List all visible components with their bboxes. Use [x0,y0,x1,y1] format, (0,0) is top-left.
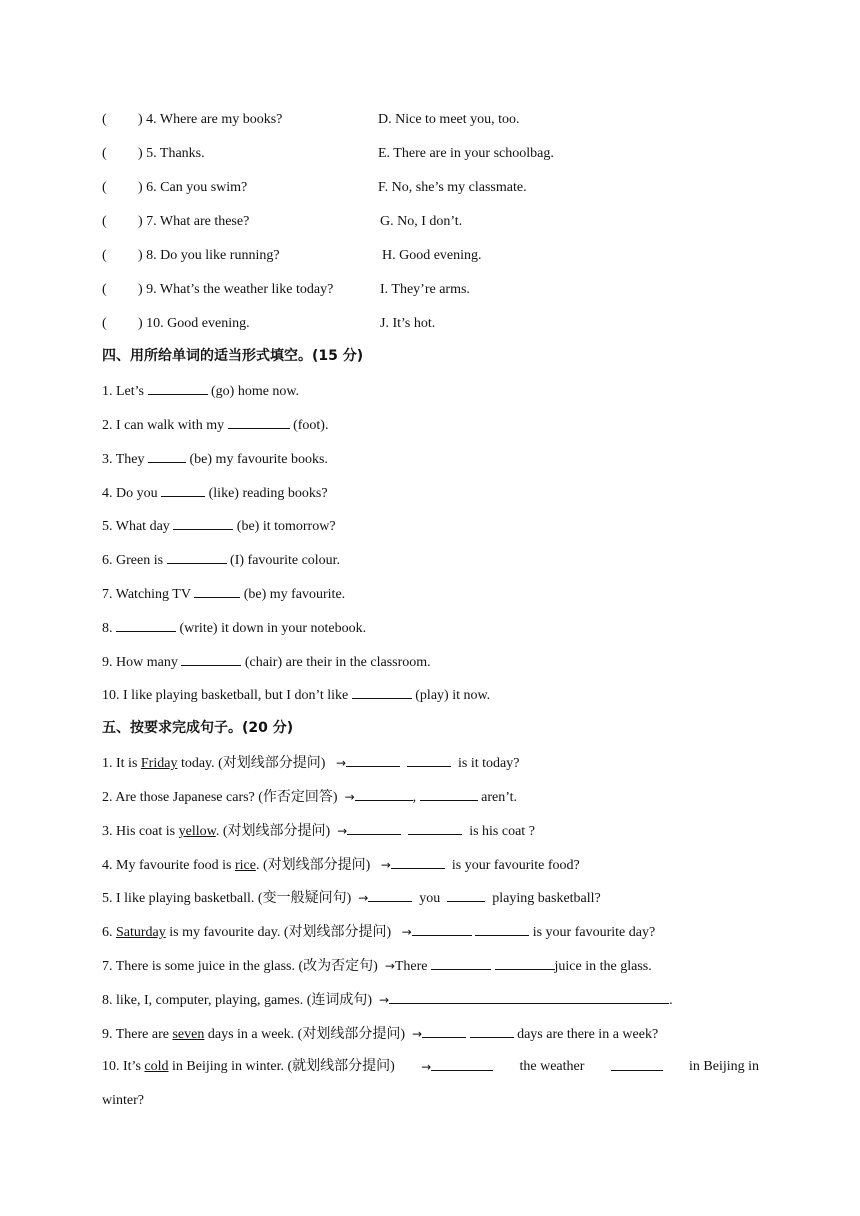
answer-blank[interactable] [495,957,555,970]
answer-blank[interactable] [431,957,491,970]
underlined-word: rice [234,858,256,873]
underlined-word: Saturday [116,925,166,940]
item-text: (foot). [289,418,329,433]
item-text: (go) home now. [207,384,300,399]
rewrite-item [102,957,652,976]
answer-paren: ( [102,282,107,297]
answer-blank[interactable] [368,889,412,902]
answer-blank[interactable] [181,653,241,666]
fill-item [102,517,336,536]
answer-option: E. There are in your schoolbag. [378,146,554,161]
section-4-heading: 四、用所给单词的适当形式填空。(15 分) [102,348,364,364]
fill-item [102,450,328,469]
item-text: is my favourite day. (对划线部分提问) [165,925,392,940]
item-text: (like) reading books? [205,486,328,501]
rewrite-item [102,754,519,773]
answer-option: J. It’s hot. [380,316,436,331]
answer-option: G. No, I don’t. [380,214,463,229]
item-text: 4. Do you [102,486,162,501]
fill-item [102,585,345,604]
item-text: 3. They [102,452,149,467]
answer-blank[interactable] [447,889,485,902]
item-text: in Beijing in winter. (就划线部分提问) [168,1059,395,1074]
rewrite-item [102,889,601,908]
answer-blank[interactable] [167,551,227,564]
answer-paren: ( [102,214,107,229]
answer-blank[interactable] [412,923,472,936]
item-text: 8. like, I, computer, playing, games. (连词成句) [102,993,373,1008]
answer-paren: ) [138,180,143,195]
answer-blank[interactable] [161,484,205,497]
answer-blank[interactable] [475,923,529,936]
answer-paren: ) [138,112,143,127]
item-text: 7. There is some juice in the glass. (改为否定句) [102,959,378,974]
answer-blank[interactable] [407,754,451,767]
question-text: 10. Good evening. [146,316,250,331]
answer-blank[interactable] [228,416,290,429]
answer-blank[interactable] [422,1025,466,1038]
item-text: 3. His coat is [102,824,179,839]
match-row [102,315,250,333]
underlined-word: seven [172,1027,205,1042]
answer-blank[interactable] [611,1058,663,1071]
rewrite-item [102,991,673,1010]
arrow-icon: → [358,891,369,905]
fill-item [102,484,328,503]
question-text: 8. Do you like running? [146,248,280,263]
item-text: (write) it down in your notebook. [176,621,367,636]
item-text: 5. I like playing basketball. (变一般疑问句) [102,891,352,906]
item-text: 2. Are those Japanese cars? (作否定回答) [102,790,338,805]
item-text: in Beijing in [689,1059,759,1074]
question-text: 5. Thanks. [146,146,205,161]
rewrite-item [102,1025,658,1044]
answer-paren: ) [138,316,143,331]
question-text: 4. Where are my books? [146,112,283,127]
answer-blank[interactable] [148,450,186,463]
arrow-icon: → [401,925,412,939]
match-row [102,111,282,129]
fill-item [102,382,299,401]
item-text: . (对划线部分提问) [215,824,331,839]
underlined-word: yellow [178,824,216,839]
arrow-icon: → [379,993,390,1007]
item-text: is your favourite food? [451,858,580,873]
arrow-icon: → [384,959,395,973]
item-text: 10. I like playing basketball, but I don’t like [102,688,352,703]
answer-blank[interactable] [408,822,462,835]
section-5-heading: 五、按要求完成句子。(20 分) [102,720,294,736]
arrow-icon: → [337,824,348,838]
fill-item [102,653,431,672]
item-text: 1. It is [102,756,141,771]
underlined-word: cold [144,1059,169,1074]
item-text: (be) my favourite books. [186,452,328,467]
item-text: (be) it tomorrow? [233,519,336,534]
fill-item [102,551,340,570]
item-text: is your favourite day? [532,925,656,940]
item-text: (I) favourite colour. [226,553,341,568]
answer-paren: ) [138,248,143,263]
rewrite-item-continued: winter? [102,1093,144,1108]
arrow-icon: → [380,858,391,872]
item-text: 6. [102,925,116,940]
answer-option: I. They’re arms. [380,282,470,297]
item-text: . [669,993,673,1008]
answer-blank[interactable] [470,1025,514,1038]
item-text: (chair) are their in the classroom. [241,655,431,670]
answer-blank[interactable] [389,991,669,1004]
item-text: 5. What day [102,519,174,534]
arrow-icon: → [421,1060,432,1074]
item-text: (play) it now. [411,688,491,703]
answer-option: D. Nice to meet you, too. [378,112,520,127]
fill-item [102,686,490,705]
item-text: 2. I can walk with my [102,418,228,433]
answer-paren: ) [138,282,143,297]
item-text: There [394,959,428,974]
answer-paren: ( [102,112,107,127]
answer-paren: ( [102,180,107,195]
arrow-icon: → [412,1027,423,1041]
item-text: you [419,891,441,906]
answer-blank[interactable] [391,856,445,869]
answer-blank[interactable] [355,788,413,801]
answer-blank[interactable] [116,619,176,632]
item-text: (be) my favourite. [240,587,346,602]
answer-paren: ( [102,248,107,263]
item-text: playing basketball? [492,891,601,906]
item-text: days are there in a week? [517,1027,659,1042]
answer-paren: ( [102,146,107,161]
answer-blank[interactable] [431,1058,493,1071]
match-row [102,247,280,265]
item-text: 4. My favourite food is [102,858,235,873]
answer-blank[interactable] [194,585,240,598]
rewrite-item [102,1058,759,1077]
item-text: is it today? [458,756,520,771]
answer-blank[interactable] [148,382,208,395]
item-text: . (对划线部分提问) [255,858,371,873]
item-text: 7. Watching TV [102,587,195,602]
item-text: 10. It’s [102,1059,145,1074]
question-text: 7. What are these? [146,214,250,229]
item-text: 1. Let’s [102,384,148,399]
item-text: the weather [519,1059,585,1074]
answer-paren: ( [102,316,107,331]
answer-blank[interactable] [352,686,412,699]
rewrite-item [102,923,655,942]
arrow-icon: → [335,756,347,770]
question-text: 6. Can you swim? [146,180,248,195]
item-text: 9. There are [102,1027,173,1042]
rewrite-item [102,856,580,875]
answer-blank[interactable] [347,822,401,835]
answer-option: H. Good evening. [382,248,482,263]
fill-item [102,416,328,435]
underlined-word: Friday [140,756,178,771]
item-text: , [412,790,417,805]
rewrite-item [102,822,535,841]
item-text: today. (对划线部分提问) [177,756,326,771]
item-text: is his coat ? [469,824,535,839]
answer-paren: ) [138,146,143,161]
match-row [102,213,249,231]
match-row [102,145,205,163]
question-text: 9. What’s the weather like today? [146,282,334,297]
answer-blank[interactable] [420,788,478,801]
answer-option: F. No, she’s my classmate. [378,180,527,195]
match-row [102,281,333,299]
answer-paren: ) [138,214,143,229]
item-text: 9. How many [102,655,182,670]
match-row [102,179,247,197]
item-text: 6. Green is [102,553,167,568]
item-text: aren’t. [481,790,518,805]
fill-item [102,619,366,638]
answer-blank[interactable] [173,517,233,530]
arrow-icon: → [344,790,355,804]
answer-blank[interactable] [346,754,400,767]
rewrite-item [102,788,517,807]
item-text: 8. [102,621,116,636]
item-text: juice in the glass. [554,959,652,974]
item-text: days in a week. (对划线部分提问) [204,1027,406,1042]
